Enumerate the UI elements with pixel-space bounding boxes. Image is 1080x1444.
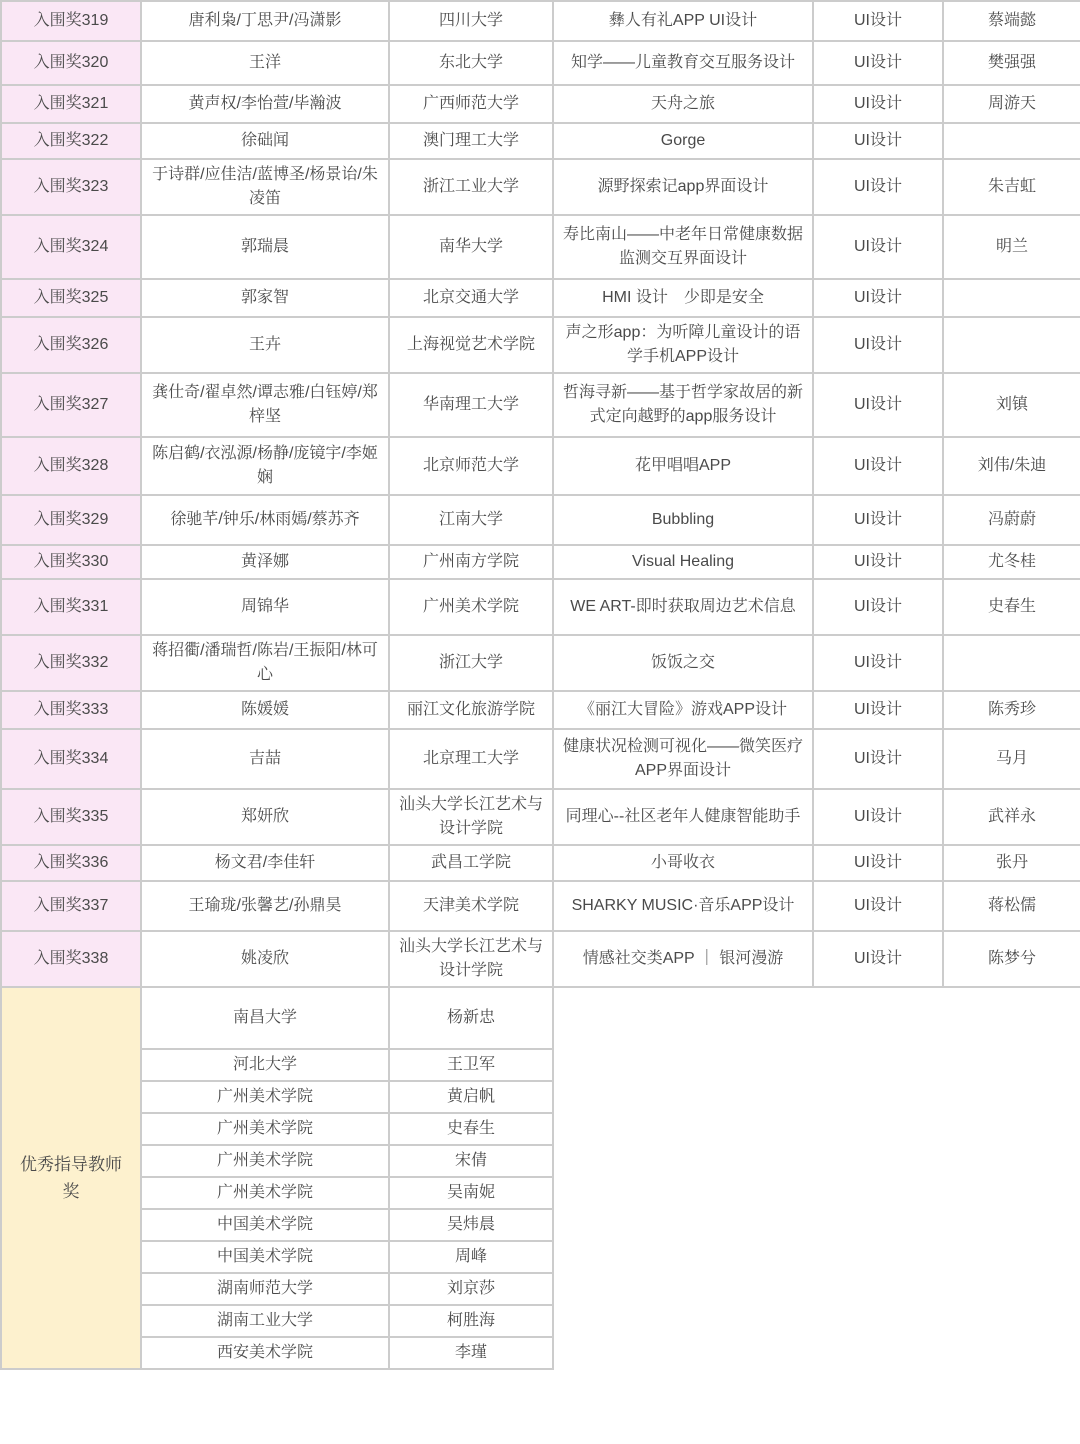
university-cell: 汕头大学长江艺术与设计学院: [389, 931, 553, 987]
names-cell: 郭瑞晨: [141, 215, 389, 279]
teacher-university-cell: 湖南师范大学: [141, 1273, 389, 1305]
advisor-cell: 明兰: [943, 215, 1080, 279]
names-cell: 于诗群/应佳洁/蓝博圣/杨景诒/朱凌笛: [141, 159, 389, 215]
advisor-cell: 张丹: [943, 845, 1080, 881]
finalist-row: [1, 691, 1080, 729]
award-cell: 入围奖325: [1, 279, 141, 317]
category-cell: UI设计: [813, 1, 943, 41]
teacher-name-cell: 吴炜晨: [389, 1209, 553, 1241]
work-title-cell: 天舟之旅: [553, 85, 813, 123]
teacher-university-cell: 中国美术学院: [141, 1241, 389, 1273]
award-cell: 入围奖338: [1, 931, 141, 987]
university-cell: 四川大学: [389, 1, 553, 41]
teacher-university-cell: 中国美术学院: [141, 1209, 389, 1241]
teacher-name-cell: 黄启帆: [389, 1081, 553, 1113]
award-cell: 入围奖331: [1, 579, 141, 635]
category-cell: UI设计: [813, 123, 943, 159]
teacher-university-cell: 河北大学: [141, 1049, 389, 1081]
work-title-cell: Bubbling: [553, 495, 813, 545]
work-title-cell: 寿比南山——中老年日常健康数据监测交互界面设计: [553, 215, 813, 279]
finalist-row: [1, 279, 1080, 317]
category-cell: UI设计: [813, 215, 943, 279]
names-cell: 龚仕奇/翟卓然/谭志雅/白钰婷/郑梓坚: [141, 373, 389, 437]
category-cell: UI设计: [813, 881, 943, 931]
finalist-row: [1, 437, 1080, 495]
work-title-cell: SHARKY MUSIC·音乐APP设计: [553, 881, 813, 931]
university-cell: 华南理工大学: [389, 373, 553, 437]
work-title-cell: 同理心--社区老年人健康智能助手: [553, 789, 813, 845]
university-cell: 武昌工学院: [389, 845, 553, 881]
work-title-cell: 彝人有礼APP UI设计: [553, 1, 813, 41]
finalist-row: [1, 881, 1080, 931]
teacher-university-cell: 广州美术学院: [141, 1177, 389, 1209]
finalist-row: [1, 545, 1080, 579]
finalist-row: [1, 931, 1080, 987]
advisor-cell: 刘镇: [943, 373, 1080, 437]
category-cell: UI设计: [813, 437, 943, 495]
advisor-cell: 武祥永: [943, 789, 1080, 845]
names-cell: 郭家智: [141, 279, 389, 317]
teacher-name-cell: 史春生: [389, 1113, 553, 1145]
names-cell: 徐础闻: [141, 123, 389, 159]
category-cell: UI设计: [813, 373, 943, 437]
work-title-cell: 声之形app：为听障儿童设计的语学手机APP设计: [553, 317, 813, 373]
teacher-name-cell: 刘京莎: [389, 1273, 553, 1305]
category-cell: UI设计: [813, 635, 943, 691]
work-title-cell: 花甲唱唱APP: [553, 437, 813, 495]
finalist-row: [1, 373, 1080, 437]
category-cell: UI设计: [813, 85, 943, 123]
award-cell: 入围奖326: [1, 317, 141, 373]
category-cell: UI设计: [813, 279, 943, 317]
university-cell: 北京理工大学: [389, 729, 553, 789]
award-cell: 入围奖330: [1, 545, 141, 579]
advisor-cell: 刘伟/朱迪: [943, 437, 1080, 495]
advisor-cell: [943, 123, 1080, 159]
names-cell: 陈媛媛: [141, 691, 389, 729]
advisor-cell: 马月: [943, 729, 1080, 789]
advisor-cell: 周游天: [943, 85, 1080, 123]
names-cell: 蒋招衢/潘瑞哲/陈岩/王振阳/林可心: [141, 635, 389, 691]
work-title-cell: WE ART-即时获取周边艺术信息: [553, 579, 813, 635]
names-cell: 周锦华: [141, 579, 389, 635]
university-cell: 浙江大学: [389, 635, 553, 691]
category-cell: UI设计: [813, 845, 943, 881]
university-cell: 丽江文化旅游学院: [389, 691, 553, 729]
teacher-university-cell: 西安美术学院: [141, 1337, 389, 1369]
advisor-cell: [943, 317, 1080, 373]
work-title-cell: 哲海寻新——基于哲学家故居的新式定向越野的app服务设计: [553, 373, 813, 437]
award-cell: 入围奖332: [1, 635, 141, 691]
category-cell: UI设计: [813, 41, 943, 85]
advisor-cell: 陈梦兮: [943, 931, 1080, 987]
advisor-cell: 樊强强: [943, 41, 1080, 85]
university-cell: 上海视觉艺术学院: [389, 317, 553, 373]
teacher-award-rows: [1, 987, 1080, 1369]
teacher-name-cell: 王卫军: [389, 1049, 553, 1081]
names-cell: 唐利枭/丁思尹/冯潇影: [141, 1, 389, 41]
award-cell: 入围奖336: [1, 845, 141, 881]
award-cell: 入围奖320: [1, 41, 141, 85]
work-title-cell: 源野探索记app界面设计: [553, 159, 813, 215]
advisor-cell: 尤冬桂: [943, 545, 1080, 579]
teacher-name-cell: 周峰: [389, 1241, 553, 1273]
teacher-university-cell: 广州美术学院: [141, 1145, 389, 1177]
work-title-cell: HMI 设计 少即是安全: [553, 279, 813, 317]
award-cell: 入围奖319: [1, 1, 141, 41]
names-cell: 吉喆: [141, 729, 389, 789]
award-cell: 入围奖337: [1, 881, 141, 931]
university-cell: 广州美术学院: [389, 579, 553, 635]
advisor-cell: 朱吉虹: [943, 159, 1080, 215]
finalist-row: [1, 123, 1080, 159]
category-cell: UI设计: [813, 545, 943, 579]
category-cell: UI设计: [813, 317, 943, 373]
category-cell: UI设计: [813, 579, 943, 635]
names-cell: 黄泽娜: [141, 545, 389, 579]
category-cell: UI设计: [813, 931, 943, 987]
advisor-cell: 蔡端懿: [943, 1, 1080, 41]
award-cell: 入围奖323: [1, 159, 141, 215]
finalist-row: [1, 159, 1080, 215]
award-cell: 入围奖328: [1, 437, 141, 495]
category-cell: UI设计: [813, 159, 943, 215]
university-cell: 江南大学: [389, 495, 553, 545]
university-cell: 南华大学: [389, 215, 553, 279]
finalist-rows: [1, 1, 1080, 987]
award-cell: 入围奖329: [1, 495, 141, 545]
finalist-row: [1, 495, 1080, 545]
names-cell: 王卉: [141, 317, 389, 373]
work-title-cell: 小哥收衣: [553, 845, 813, 881]
advisor-cell: 史春生: [943, 579, 1080, 635]
award-cell: 入围奖322: [1, 123, 141, 159]
award-cell: 入围奖334: [1, 729, 141, 789]
university-cell: 汕头大学长江艺术与设计学院: [389, 789, 553, 845]
advisor-cell: 蒋松儒: [943, 881, 1080, 931]
teacher-name-cell: 宋倩: [389, 1145, 553, 1177]
work-title-cell: Visual Healing: [553, 545, 813, 579]
finalist-row: [1, 85, 1080, 123]
names-cell: 杨文君/李佳轩: [141, 845, 389, 881]
advisor-cell: [943, 635, 1080, 691]
teacher-university-cell: 湖南工业大学: [141, 1305, 389, 1337]
teacher-award-row: [1, 987, 1080, 1049]
teacher-university-cell: 广州美术学院: [141, 1081, 389, 1113]
finalist-row: [1, 635, 1080, 691]
advisor-cell: 冯蔚蔚: [943, 495, 1080, 545]
university-cell: 北京师范大学: [389, 437, 553, 495]
teacher-name-cell: 杨新忠: [389, 987, 553, 1049]
finalist-row: [1, 729, 1080, 789]
university-cell: 澳门理工大学: [389, 123, 553, 159]
finalist-row: [1, 1, 1080, 41]
names-cell: 王洋: [141, 41, 389, 85]
university-cell: 东北大学: [389, 41, 553, 85]
category-cell: UI设计: [813, 691, 943, 729]
university-cell: 天津美术学院: [389, 881, 553, 931]
advisor-cell: [943, 279, 1080, 317]
teacher-name-cell: 吴南妮: [389, 1177, 553, 1209]
work-title-cell: 健康状况检测可视化——微笑医疗APP界面设计: [553, 729, 813, 789]
teacher-name-cell: 柯胜海: [389, 1305, 553, 1337]
finalist-row: [1, 317, 1080, 373]
award-cell: 入围奖327: [1, 373, 141, 437]
teacher-university-cell: 南昌大学: [141, 987, 389, 1049]
work-title-cell: 饭饭之交: [553, 635, 813, 691]
category-cell: UI设计: [813, 729, 943, 789]
names-cell: 姚凌欣: [141, 931, 389, 987]
work-title-cell: 《丽江大冒险》游戏APP设计: [553, 691, 813, 729]
finalist-row: [1, 845, 1080, 881]
work-title-cell: Gorge: [553, 123, 813, 159]
award-cell: 入围奖321: [1, 85, 141, 123]
teacher-name-cell: 李瑾: [389, 1337, 553, 1369]
names-cell: 陈启鹤/衣泓源/杨静/庞镜宇/李姬娴: [141, 437, 389, 495]
category-cell: UI设计: [813, 495, 943, 545]
finalist-row: [1, 215, 1080, 279]
work-title-cell: 知学——儿童教育交互服务设计: [553, 41, 813, 85]
names-cell: 郑妍欣: [141, 789, 389, 845]
university-cell: 北京交通大学: [389, 279, 553, 317]
names-cell: 徐驰芊/钟乐/林雨嫣/蔡苏齐: [141, 495, 389, 545]
award-cell: 入围奖324: [1, 215, 141, 279]
university-cell: 广州南方学院: [389, 545, 553, 579]
teacher-award-label-cell: 优秀指导教师奖: [1, 987, 141, 1369]
finalist-row: [1, 789, 1080, 845]
finalist-row: [1, 41, 1080, 85]
work-title-cell: 情感社交类APP ｜ 银河漫游: [553, 931, 813, 987]
award-cell: 入围奖335: [1, 789, 141, 845]
names-cell: 王瑜珑/张馨艺/孙鼎昊: [141, 881, 389, 931]
finalist-row: [1, 579, 1080, 635]
award-cell: 入围奖333: [1, 691, 141, 729]
teacher-university-cell: 广州美术学院: [141, 1113, 389, 1145]
empty-area: [553, 987, 1080, 1369]
university-cell: 广西师范大学: [389, 85, 553, 123]
category-cell: UI设计: [813, 789, 943, 845]
names-cell: 黄声权/李怡萱/毕瀚波: [141, 85, 389, 123]
advisor-cell: 陈秀珍: [943, 691, 1080, 729]
university-cell: 浙江工业大学: [389, 159, 553, 215]
